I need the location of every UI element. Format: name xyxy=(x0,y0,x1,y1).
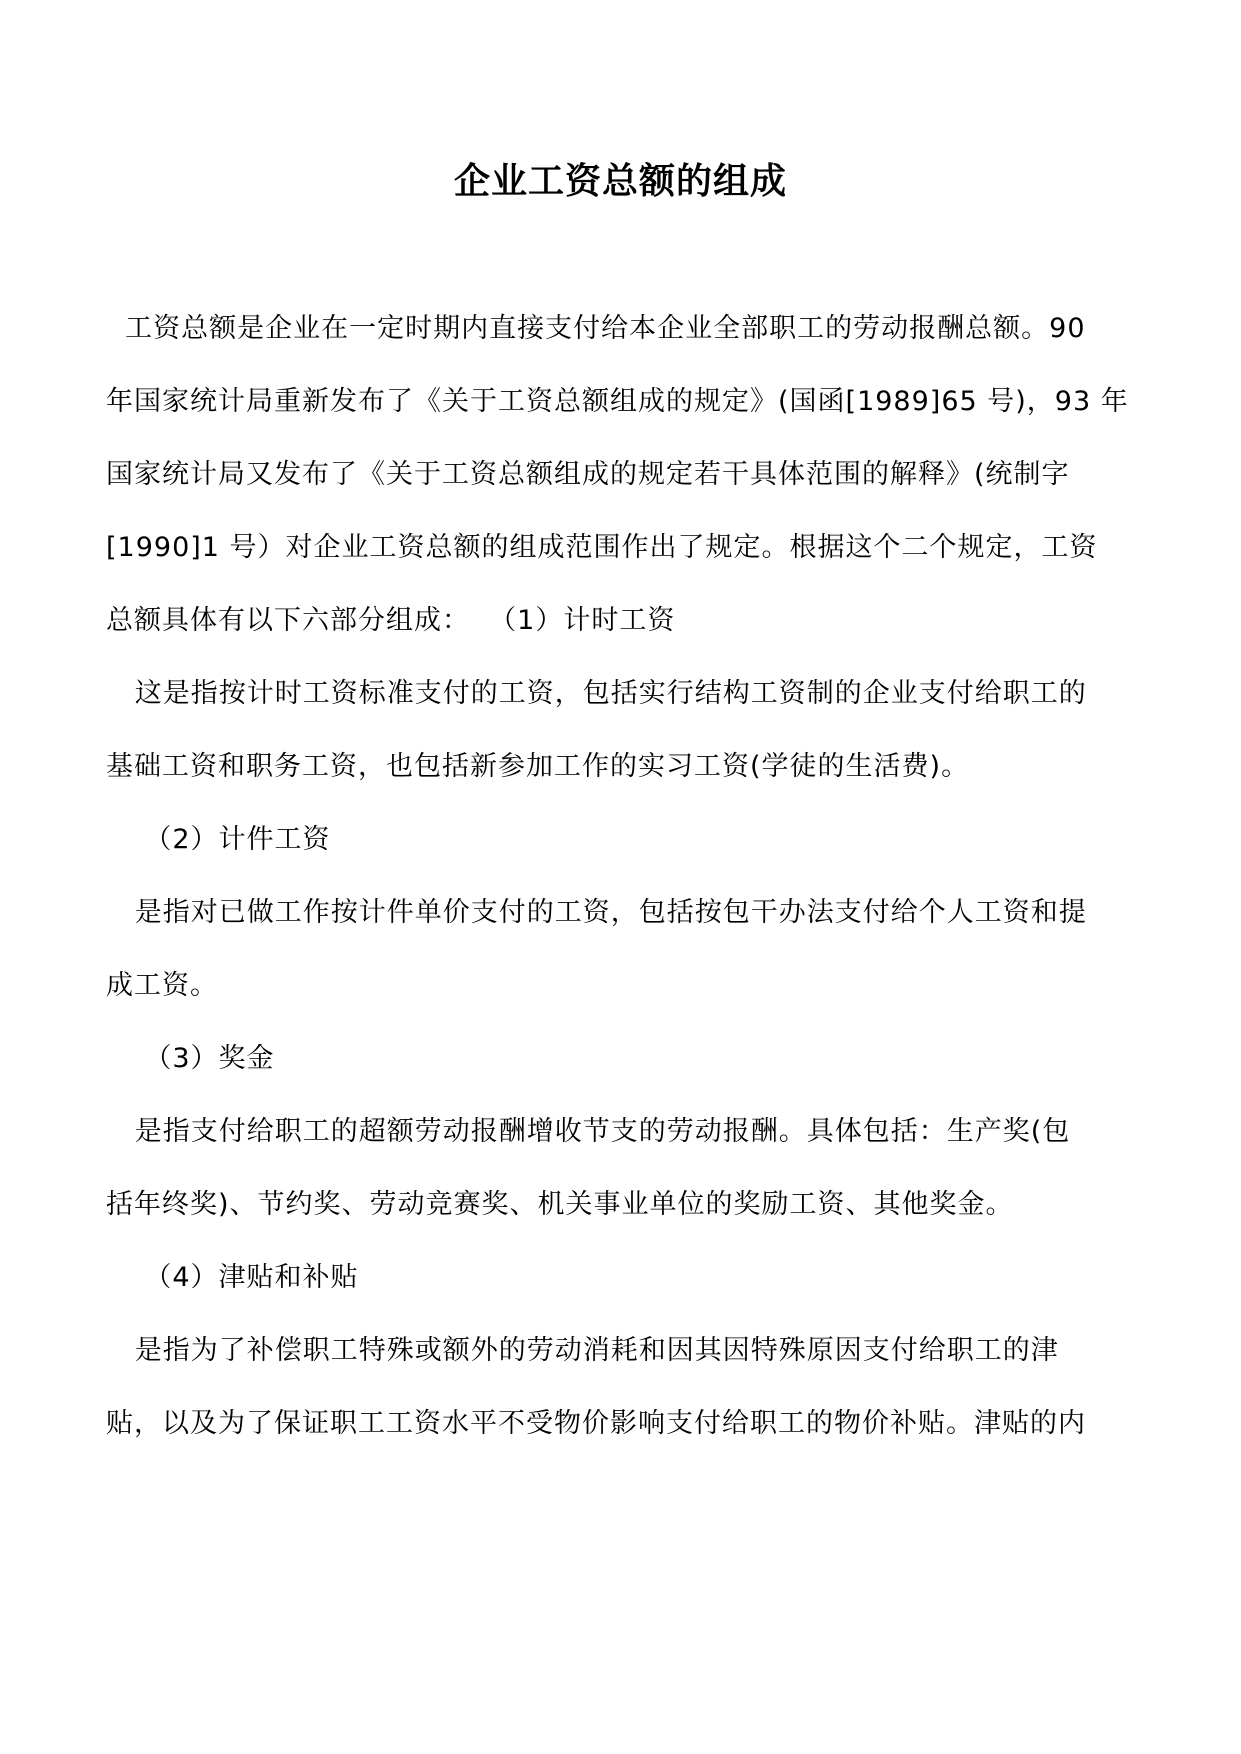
section-heading-3: （3）奖金 xyxy=(106,1043,275,1074)
body-line-6: 这是指按计时工资标准支付的工资，包括实行结构工资制的企业支付给职工的 xyxy=(106,678,1087,709)
body-line-2: 年国家统计局重新发布了《关于工资总额组成的规定》(国函[1989]65 号)，93 年 xyxy=(106,386,1129,417)
section-heading-2: （2）计件工资 xyxy=(106,824,331,855)
section-heading-4: （4）津贴和补贴 xyxy=(106,1262,359,1293)
body-line-12: 是指支付给职工的超额劳动报酬增收节支的劳动报酬。具体包括：生产奖(包 xyxy=(106,1116,1071,1147)
body-line-4: [1990]1 号）对企业工资总额的组成范围作出了规定。根据这个二个规定，工资 xyxy=(106,532,1098,563)
body-line-15: 是指为了补偿职工特殊或额外的劳动消耗和因其因特殊原因支付给职工的津 xyxy=(106,1335,1059,1366)
body-line-1: 工资总额是企业在一定时期内直接支付给本企业全部职工的劳动报酬总额。90 xyxy=(106,313,1086,344)
body-line-3: 国家统计局又发布了《关于工资总额组成的规定若干具体范围的解释》(统制字 xyxy=(106,459,1070,490)
body-line-9: 是指对已做工作按计件单价支付的工资，包括按包干办法支付给个人工资和提 xyxy=(106,897,1087,928)
body-line-13: 括年终奖)、节约奖、劳动竞赛奖、机关事业单位的奖励工资、其他奖金。 xyxy=(106,1189,1014,1220)
body-line-16: 贴，以及为了保证职工工资水平不受物价影响支付给职工的物价补贴。津贴的内 xyxy=(106,1408,1086,1439)
body-line-5: 总额具体有以下六部分组成： （1）计时工资 xyxy=(106,605,676,636)
body-line-7: 基础工资和职务工资，也包括新参加工作的实习工资(学徒的生活费)。 xyxy=(106,751,970,782)
document-title: 企业工资总额的组成 xyxy=(453,160,787,202)
body-line-10: 成工资。 xyxy=(106,970,218,1001)
